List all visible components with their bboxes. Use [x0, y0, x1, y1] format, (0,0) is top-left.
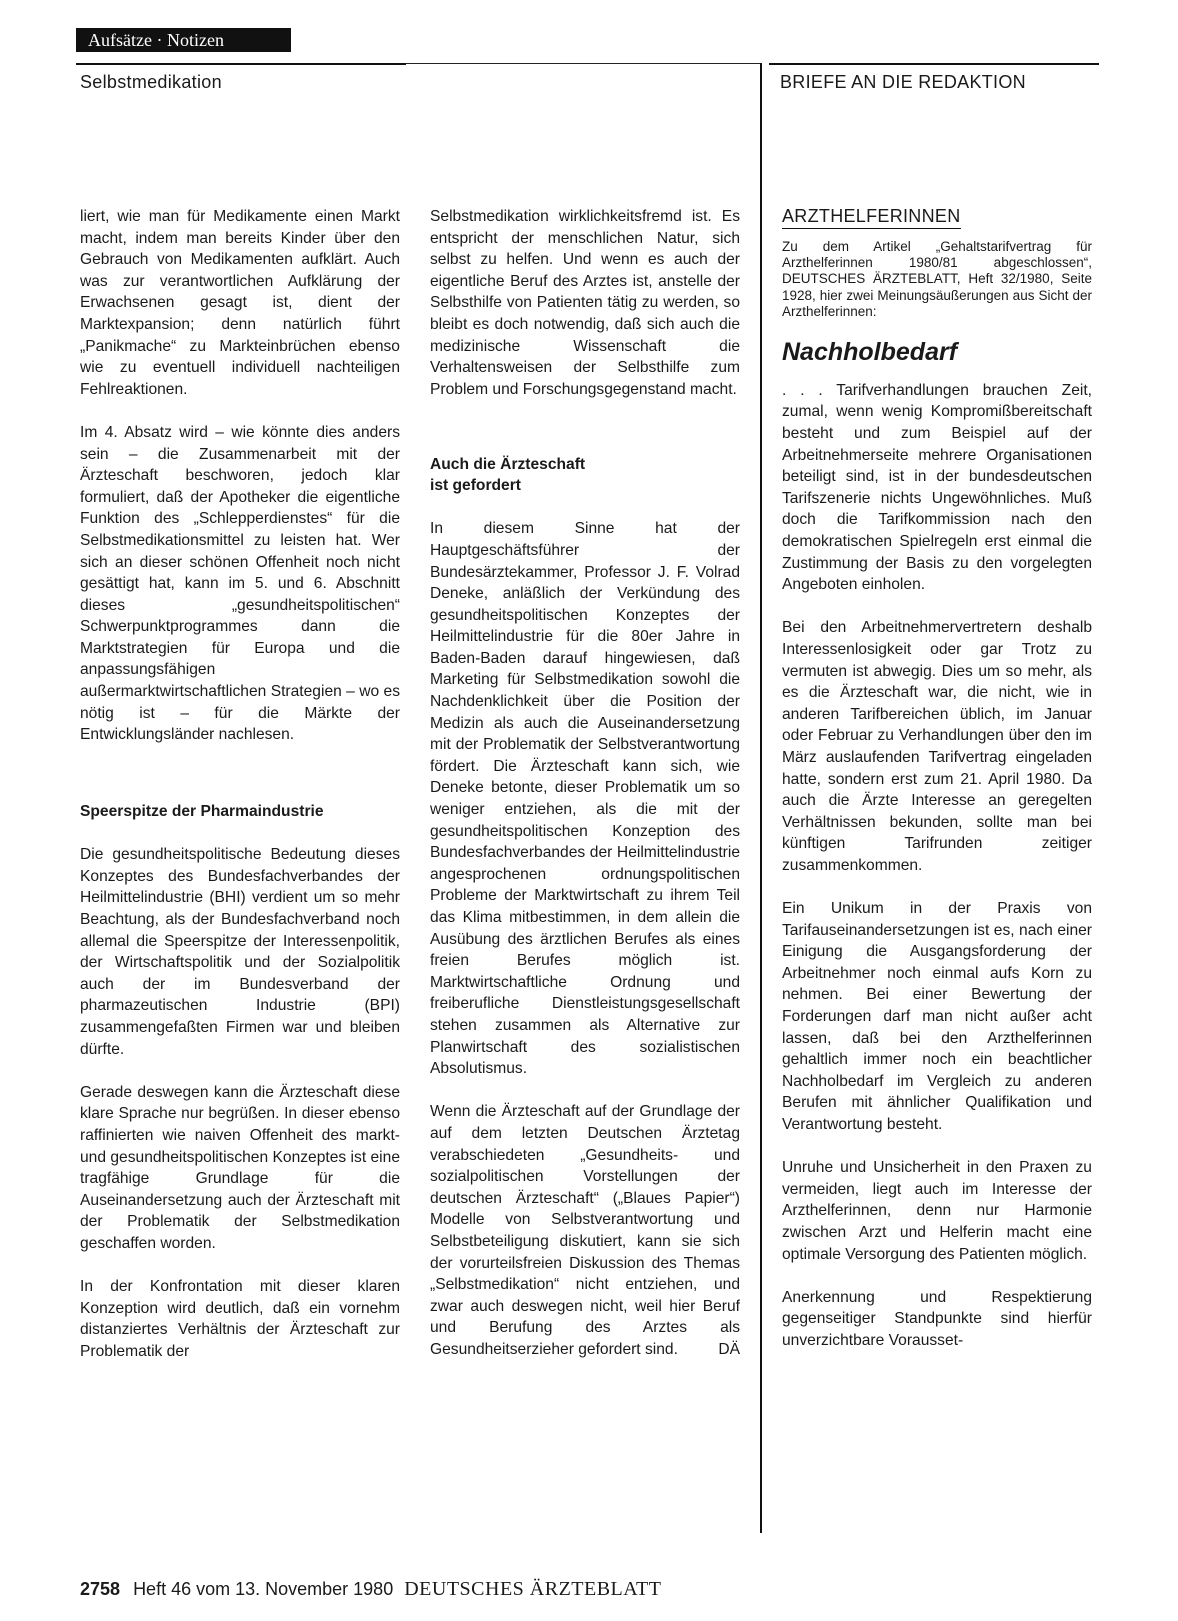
letters-column — [782, 206, 1092, 1373]
paragraph: . . . Tarifverhandlungen brauchen Zeit, zumal, wenn wenig Kompromißbereitschaft besteht und zum Beispiel auf der Arbeitnehmerseite mehrere Organisationen beteiligt sind, ist in der bundesdeutschen Tarifszenerie nichts Ungewöhnliches. Muß doch die Tarifkommission nach den demokratischen Spielregeln erst einmal die Zustimmung der Basis zu den vorgelegten Angeboten einholen. — [782, 381, 1092, 594]
paragraph: liert, wie man für Medikamente einen Markt macht, indem man bereits Kinder über den Gebrauch von Medikamenten aufklärt. Auch was zur verantwortlichen Aufklärung der Erwachsenen gesagt ist, dient der Marktexpansion; denn natürlich führt „Panikmache“ zu Markteinbrüchen ebenso wie zu eventuell individuell nachteiligen Fehlreaktionen. — [80, 208, 400, 398]
letters-section-title: BRIEFE AN DIE REDAKTION — [780, 72, 1026, 92]
top-rule-middle — [406, 63, 760, 64]
paragraph: In diesem Sinne hat der Hauptgeschäftsführer der Bundesärztekammer, Professor J. F. Volrad Deneke, anläßlich der Verkündung des gesundheitspolitischen Konzeptes der Heilmittelindustrie für die 80er Jahre in Baden-Baden darauf hingewiesen, daß Marketing für Selbstmedikation sowohl die Nachdenklichkeit über die Position der Medizin als auch die Auseinandersetzung mit der Problematik der Selbstverantwortung fördert. Die Ärzteschaft kann sich, wie Deneke betonte, dieser Problematik um so weniger entziehen, als die mit der gesundheitspolitischen Konzeption des Bundesfachverbandes der Heilmittelindustrie angesprochenen ordnungspolitischen Probleme der Marktwirtschaft zu ihrem Teil das Klima mitbestimmen, in dem allein die Ausübung des ärztlichen Berufes als eines freien Berufes möglich ist. Marktwirtschaftliche Ordnung und freiberufliche Dienstleistungsgesellschaft stehen zusammen als Alternative zur Planwirtschaft des sozialistischen Absolutismus. — [430, 520, 740, 1078]
paragraph: Anerkennung und Respektierung gegenseitiger Standpunkte sind hierfür unverzichtbare Vorausset- — [782, 1288, 1092, 1349]
subheading-line: ist gefordert — [430, 477, 521, 495]
paragraph: Im 4. Absatz wird – wie könnte dies anders sein – die Zusammenarbeit mit der Ärzteschaft beschworen, jedoch klar formuliert, daß der Apotheker die eigentliche Funktion des „Schlepperdienstes“ für die Selbstmedikationsmittel zu leisten hat. Wer sich an dieser schönen Offenheit noch nicht gesättigt hat, kann im 5. und 6. Abschnitt dieses „gesundheitspolitischen“ Schwerpunktprogrammes dann die Marktstrategien für Europa und die anpassungsfähigen außermarktwirtschaftlichen Strategien – wo es nötig ist – für die Märkte der Entwicklungsländer nachlesen. — [80, 423, 400, 744]
column-divider — [760, 63, 762, 1533]
section-badge: Aufsätze · Notizen — [76, 28, 291, 52]
paragraph: Ein Unikum in der Praxis von Tarifauseinandersetzungen ist es, nach einer Einigung die Ausgangsforderung der Arbeitnehmer noch einmal aufs Korn zu nehmen. Bei einer Bewertung der Forderungen darf man nicht außer acht lassen, daß bei den Arzthelferinnen gehaltlich immer noch ein beachtlicher Nachholbedarf im Vergleich zu anderen Berufen mit ähnlicher Qualifikation und Verantwortung besteht. — [782, 900, 1092, 1133]
paragraph: Gerade deswegen kann die Ärzteschaft diese klare Sprache nur begrüßen. In dieser ebenso raffinierten wie naiven Offenheit des markt- und gesundheitspolitischen Konzeptes ist eine tragfähige Grundlage für die Auseinandersetzung auch der Ärzteschaft mit der Problematik der Selbstmedikation geschaffen worden. — [80, 1083, 400, 1252]
publication-name: DEUTSCHES ÄRZTEBLATT — [404, 1578, 662, 1600]
subheading: Speerspitze der Pharmaindustrie — [80, 803, 324, 821]
top-rule-left — [76, 63, 406, 65]
paragraph: Wenn die Ärzteschaft auf der Grundlage der auf dem letzten Deutschen Ärztetag verabschiedeten „Gesundheits- und sozialpolitischen Vorstellungen der deutschen Ärzteschaft“ („Blaues Papier“) Modelle von Selbstverantwortung und Selbstbeteiligung diskutiert, kann sie sich der vorurteilsfreien Diskussion des Themas „Selbstmedikation“ nicht entziehen, und zwar auch deswegen nicht, weil hier Beruf und Berufung des Arztes als Gesundheitserzieher gefordert sind. — [430, 1103, 740, 1358]
rubric-heading: ARZTHELFERINNEN — [782, 206, 961, 229]
article-column-2 — [430, 206, 740, 1360]
paragraph: In der Konfrontation mit dieser klaren Konzeption wird deutlich, daß ein vornehm distanziertes Verhältnis der Ärzteschaft zur Problematik der — [80, 1278, 400, 1360]
subheading — [430, 454, 740, 497]
lead-text: Zu dem Artikel „Gehaltstarifvertrag für Arzthelferinnen 1980/81 abgeschlossen“, DEUTSCHES ÄRZTEBLATT, Heft 32/1980, Seite 1928, hier zwei Meinungsäußerungen aus Sicht der Arzthelferinnen: — [782, 238, 1092, 320]
paragraph: Selbstmedikation wirklichkeitsfremd ist. Es entspricht der menschlichen Natur, sich selbst zu helfen. Und wenn es auch der eigentliche Beruf des Arztes ist, anstelle der Selbsthilfe von Patienten tätig zu werden, so bleibt es doch notwendig, daß sich auch die medizinische Wissenschaft die Verhaltensweisen der Selbsthilfe zum Problem und Forschungsgegenstand macht. — [430, 208, 740, 398]
letter-headline: Nachholbedarf — [782, 338, 958, 367]
page-footer — [80, 1578, 661, 1601]
paragraph: Bei den Arbeitnehmervertretern deshalb Interessenlosigkeit oder gar Trotz zu vermuten ist abwegig. Dies um so mehr, als es die Ärzteschaft war, die nicht, wie in anderen Tarifbereichen üblich, im Januar oder Februar zu Verhandlungen über den im März auslaufenden Tarifvertrag eingeladen hatte, sondern erst zum 21. April 1980. Da auch die Ärzte Interesse an geregelten Verhältnissen bekunden, sollte man bei künftigen Tarifrunden zeitiger zusammenkommen. — [782, 619, 1092, 874]
issue-info: Heft 46 vom 13. November 1980 — [133, 1579, 394, 1599]
subheading-line: Auch die Ärzteschaft — [430, 455, 586, 473]
section-title: Selbstmedikation — [80, 72, 222, 92]
top-rule-right — [769, 63, 1099, 65]
page-number: 2758 — [80, 1579, 121, 1599]
paragraph: Die gesundheitspolitische Bedeutung dieses Konzeptes des Bundesfachverbandes der Heilmittelindustrie (BHI) verdient um so mehr Beachtung, als der Bundesfachverband noch allemal die Speerspitze der Interessenpolitik, der Wirtschaftspolitik und der Sozialpolitik auch der im Bundesverband der pharmazeutischen Industrie (BPI) zusammengefaßten Firmen war und bleiben dürfte. — [80, 846, 400, 1058]
article-column-1 — [80, 206, 400, 1384]
paragraph: Unruhe und Unsicherheit in den Praxen zu vermeiden, liegt auch im Interesse der Arzthelferinnen, denn nur Harmonie zwischen Arzt und Helferin macht eine optimale Versorgung des Patienten möglich. — [782, 1159, 1092, 1263]
author-signature: DÄ — [718, 1340, 740, 1358]
